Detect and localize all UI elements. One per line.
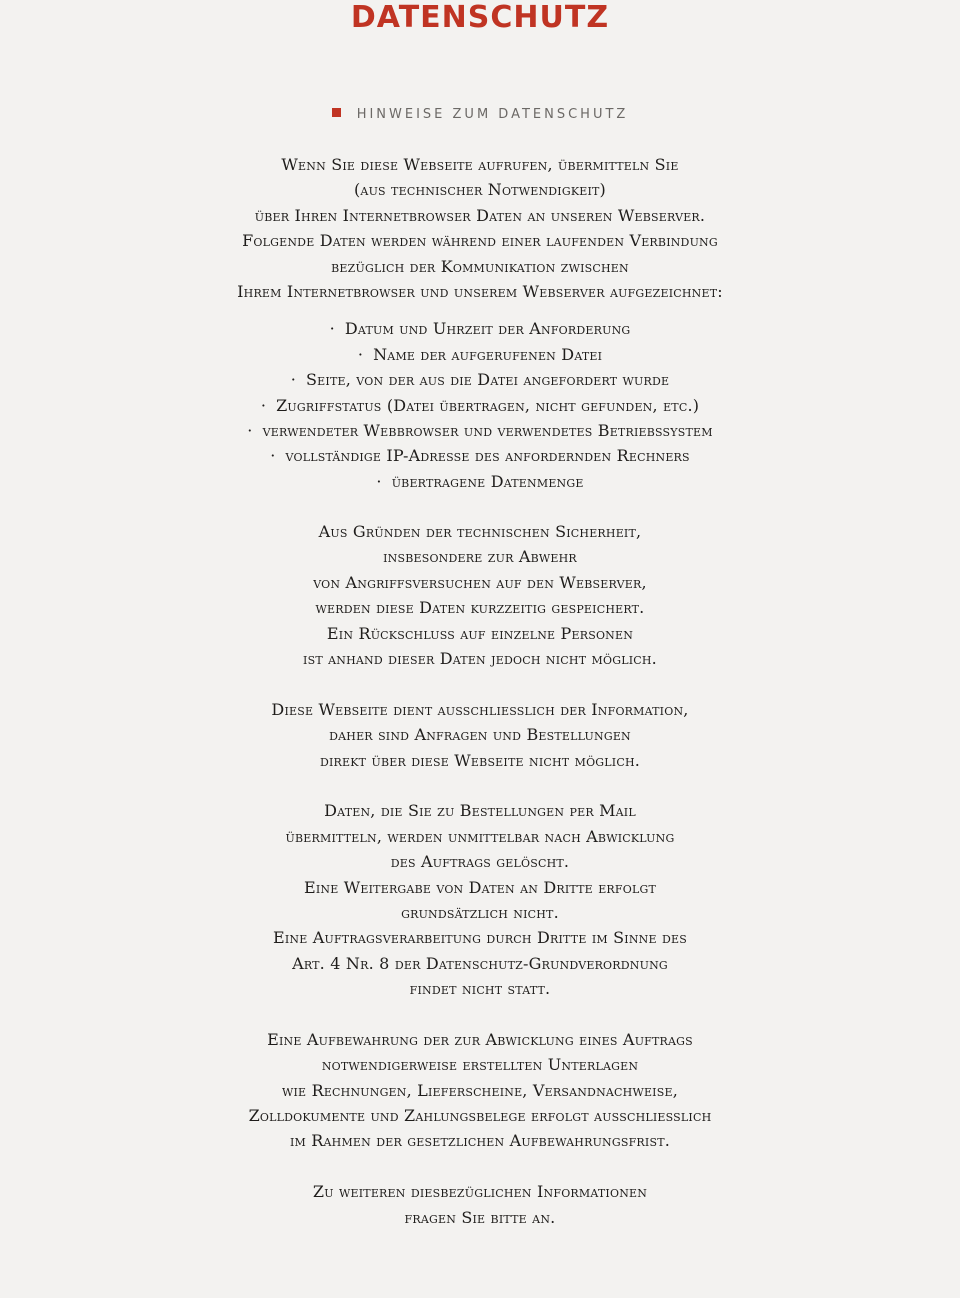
text-line: notwendigerweise erstellten Unterlagen xyxy=(321,1055,639,1075)
red-square-icon xyxy=(332,108,341,117)
bullet-icon: · xyxy=(270,446,276,466)
privacy-content xyxy=(130,152,830,1230)
list-item-text: Name der aufgerufenen Datei xyxy=(373,344,603,364)
text-line: Zolldokumente und Zahlungsbelege erfolgt ausschliesslich xyxy=(248,1106,712,1126)
list-item-text: Zugriffstatus (Datei übertragen, nicht gefunden, etc.) xyxy=(276,395,700,415)
text-line: daher sind Anfragen und Bestellungen xyxy=(329,725,631,745)
logged-data-list xyxy=(130,316,830,494)
text-line: über Ihren Internetbrowser Daten an unseren Webserver. xyxy=(254,205,706,225)
list-item xyxy=(130,316,830,341)
text-line: Ihrem Internetbrowser und unserem Webserver aufgezeichnet: xyxy=(237,281,723,301)
intro-paragraph xyxy=(130,152,830,304)
bullet-icon: · xyxy=(357,344,364,364)
orders-paragraph xyxy=(130,798,830,1001)
text-line: übermitteln, werden unmittelbar nach Abwicklung xyxy=(285,826,675,846)
text-line: Diese Webseite dient ausschliesslich der Information, xyxy=(271,699,689,719)
list-item-text: vollständige IP-Adresse des anfordernden Rechners xyxy=(285,446,690,466)
text-line: Zu weiteren diesbezüglichen Informationen xyxy=(312,1182,648,1202)
section-heading xyxy=(0,104,960,126)
bullet-icon: · xyxy=(247,420,253,440)
text-line: direkt über diese Webseite nicht möglich. xyxy=(319,750,641,770)
text-line: Eine Aufbewahrung der zur Abwicklung eines Auftrags xyxy=(267,1029,693,1049)
list-item-text: Seite, von der aus die Datei angefordert wurde xyxy=(306,370,670,390)
text-line: Eine Auftragsverarbeitung durch Dritte im Sinne des xyxy=(272,928,688,948)
list-item xyxy=(130,469,830,494)
list-item xyxy=(130,443,830,468)
text-line: Aus Gründen der technischen Sicherheit, xyxy=(318,522,642,542)
list-item-text: Datum und Uhrzeit der Anforderung xyxy=(344,319,631,339)
text-line: wie Rechnungen, Lieferscheine, Versandnachweise, xyxy=(282,1080,678,1100)
information-paragraph xyxy=(130,697,830,773)
text-line: Daten, die Sie zu Bestellungen per Mail xyxy=(324,801,636,821)
list-item-text: verwendeter Webbrowser und verwendetes Betriebssystem xyxy=(262,420,713,440)
retention-paragraph xyxy=(130,1027,830,1154)
text-line: des Auftrags gelöscht. xyxy=(390,852,570,872)
text-line: Ein Rückschluss auf einzelne Personen xyxy=(326,623,634,643)
section-heading-label: HINWEISE ZUM DATENSCHUTZ xyxy=(356,107,629,122)
bullet-icon: · xyxy=(260,395,267,415)
text-line: findet nicht statt. xyxy=(409,979,551,999)
text-line: von Angriffsversuchen auf den Webserver, xyxy=(313,572,647,592)
page-title: DATENSCHUTZ xyxy=(350,0,610,35)
list-item xyxy=(130,393,830,418)
text-line: grundsätzlich nicht. xyxy=(401,902,559,922)
text-line: Folgende Daten werden während einer laufenden Verbindung xyxy=(242,231,718,251)
bullet-icon: · xyxy=(290,370,297,390)
text-line: Art. 4 Nr. 8 der Datenschutz-Grundverordnung xyxy=(292,953,668,973)
text-line: werden diese Daten kurzzeitig gespeichert. xyxy=(315,598,645,618)
text-line: Eine Weitergabe von Daten an Dritte erfolgt xyxy=(304,877,656,897)
text-line: Wenn Sie diese Webseite aufrufen, übermitteln Sie xyxy=(281,155,679,174)
text-line: im Rahmen der gesetzlichen Aufbewahrungsfrist. xyxy=(289,1131,671,1151)
text-line: fragen Sie bitte an. xyxy=(404,1207,556,1227)
security-paragraph xyxy=(130,519,830,671)
list-item xyxy=(130,418,830,443)
bullet-icon: · xyxy=(376,471,382,491)
text-line: ist anhand dieser Daten jedoch nicht möglich. xyxy=(303,649,657,669)
list-item-text: übertragene Datenmenge xyxy=(391,471,584,491)
text-line: insbesondere zur Abwehr xyxy=(383,547,577,567)
text-line: (aus technischer Notwendigkeit) xyxy=(353,180,606,200)
list-item xyxy=(130,367,830,392)
list-item xyxy=(130,342,830,367)
closing-paragraph xyxy=(130,1179,830,1230)
text-line: bezüglich der Kommunikation zwischen xyxy=(331,256,629,276)
bullet-icon: · xyxy=(329,319,335,339)
